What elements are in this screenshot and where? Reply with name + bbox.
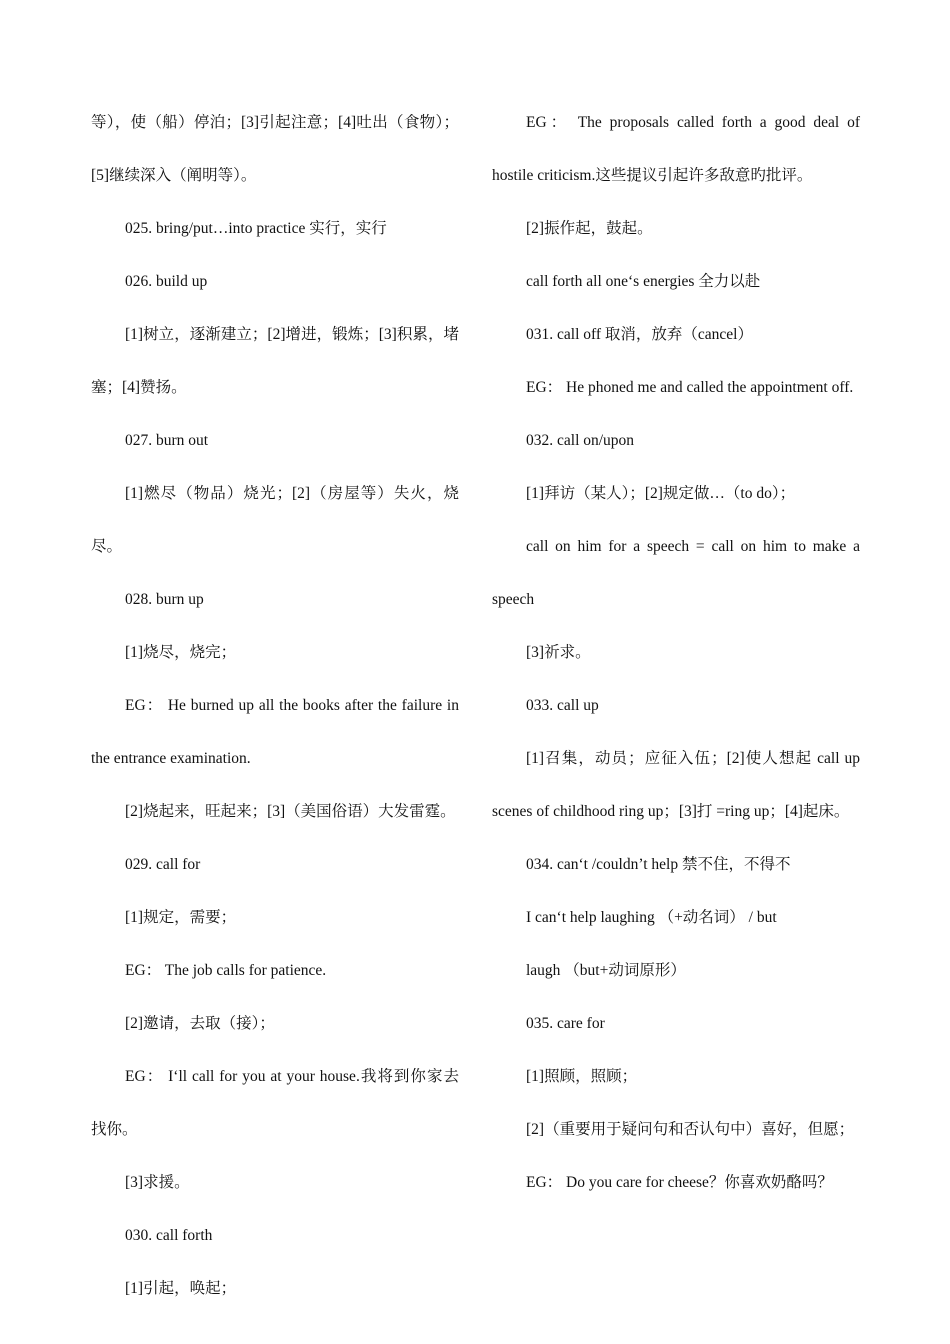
paragraph: EG： He phoned me and called the appointment off. [526, 379, 854, 396]
paragraph: [1]拜访（某人）；[2]规定做…（to do）； [526, 485, 796, 502]
paragraph: [2]振作起，鼓起。 [526, 220, 653, 237]
paragraph: [3]求援。 [125, 1174, 190, 1191]
paragraph: 等），使（船）停泊；[3]引起注意；[4]吐出（食物）；[5]继续深入（阐明等）。 [91, 114, 459, 184]
paragraph: 026. build up [125, 273, 208, 290]
paragraph: [1]规定，需要； [125, 909, 237, 926]
paragraph: EG： The proposals called forth a good deal of hostile criticism.这些提议引起许多敌意旳批评。 [492, 114, 860, 184]
paragraph: 034. can‘t /couldn’t help 禁不住，不得不 [526, 856, 791, 873]
paragraph: 032. call on/upon [526, 432, 635, 449]
paragraph: EG： I‘ll call for you at your house.我将到你家去找你。 [91, 1068, 459, 1138]
paragraph: [2]烧起来，旺起来；[3]（美国俗语）大发雷霆。 [125, 803, 456, 820]
left-column [91, 96, 459, 1315]
paragraph: [1]烧尽，烧完； [125, 644, 237, 661]
paragraph: 031. call off 取消，放弃（cancel） [526, 326, 753, 343]
paragraph: 033. call up [526, 697, 599, 714]
paragraph: [3]祈求。 [526, 644, 591, 661]
paragraph: 028. burn up [125, 591, 204, 608]
paragraph: [1]召集，动员；应征入伍；[2]使人想起 call up scenes of childhood ring up；[3]打 =ring up；[4]起床。 [492, 750, 860, 820]
paragraph: 025. bring/put…into practice 实行，实行 [125, 220, 387, 237]
paragraph: call on him for a speech = call on him to make a speech [492, 538, 860, 608]
paragraph: [1]树立，逐渐建立；[2]增进，锻炼；[3]积累，堵塞；[4]赞扬。 [91, 326, 459, 396]
right-column [492, 96, 860, 1209]
paragraph: 029. call for [125, 856, 201, 873]
paragraph: EG： Do you care for cheese？你喜欢奶酪吗？ [526, 1174, 833, 1191]
paragraph: [1]引起，唤起； [125, 1280, 237, 1297]
paragraph: 027. burn out [125, 432, 209, 449]
paragraph: EG： He burned up all the books after the failure in the entrance examination. [91, 697, 459, 767]
paragraph: I can‘t help laughing （+动名词） / but [526, 909, 777, 926]
paragraph: [2]邀请，去取（接）； [125, 1015, 275, 1032]
paragraph: EG： The job calls for patience. [125, 962, 327, 979]
paragraph: 030. call forth [125, 1227, 213, 1244]
paragraph: [2]（重要用于疑问句和否认句中）喜好，但愿； [526, 1121, 855, 1138]
paragraph: [1]照顾，照顾； [526, 1068, 638, 1085]
paragraph: call forth all one‘s energies 全力以赴 [526, 273, 761, 290]
paragraph: laugh （but+动词原形） [526, 962, 686, 979]
paragraph: 035. care for [526, 1015, 605, 1032]
paragraph: [1]燃尽（物品）烧光；[2]（房屋等）失火，烧尽。 [91, 485, 459, 555]
